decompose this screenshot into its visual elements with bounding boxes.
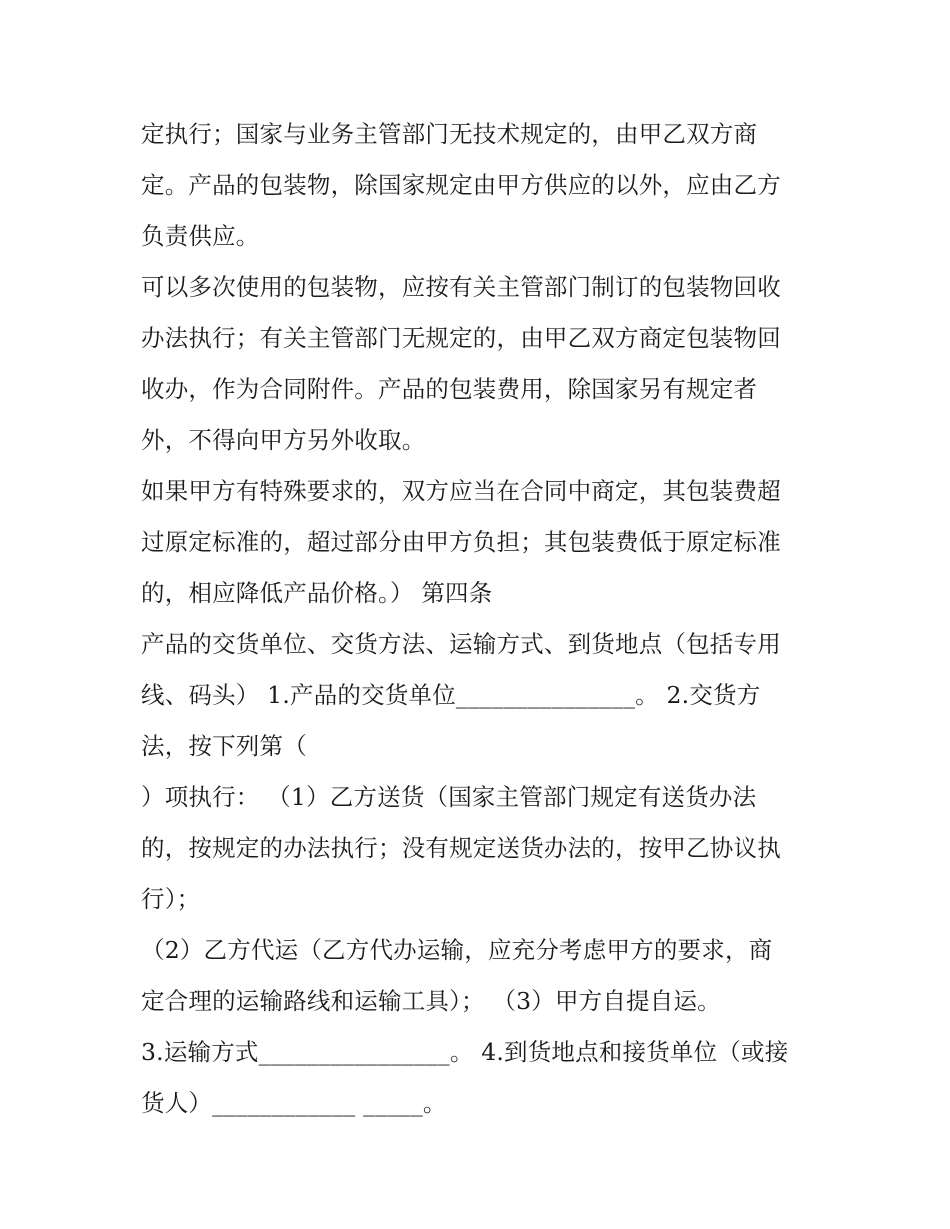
- text-line: 3.运输方式________________。 4.到货地点和接货单位（或接: [141, 1038, 789, 1066]
- text-line: 定执行；国家与业务主管部门无技术规定的，由甲乙双方商: [141, 120, 758, 148]
- text-line: 定合理的运输路线和运输工具）； （3）甲方自提自运。: [141, 987, 721, 1015]
- text-line: 可以多次使用的包装物，应按有关主管部门制订的包装物回收: [141, 273, 781, 301]
- text-line: 的，按规定的办法执行；没有规定送货办法的，按甲乙协议执: [141, 834, 781, 862]
- text-line: 定。产品的包装物，除国家规定由甲方供应的以外，应由乙方: [141, 171, 781, 199]
- text-line: （2）乙方代运（乙方代办运输，应充分考虑甲方的要求，商: [141, 936, 773, 964]
- text-line: 过原定标准的，超过部分由甲方负担；其包装费低于原定标准: [141, 528, 781, 556]
- text-line: 如果甲方有特殊要求的，双方应当在合同中商定，其包装费超: [141, 477, 781, 505]
- text-line: 货人）____________ _____。: [141, 1089, 447, 1117]
- text-line: 收办，作为合同附件。产品的包装费用，除国家另有规定者: [141, 375, 758, 403]
- text-line: 办法执行；有关主管部门无规定的，由甲乙双方商定包装物回: [141, 324, 781, 352]
- text-line: 负责供应。: [141, 222, 260, 250]
- text-line: ）项执行： （1）乙方送货（国家主管部门规定有送货办法: [141, 783, 757, 811]
- text-line: 法，按下列第（: [141, 732, 307, 760]
- document-body: [141, 109, 831, 1129]
- text-line: 外，不得向甲方另外收取。: [141, 426, 426, 454]
- text-line: 产品的交货单位、交货方法、运输方式、到货地点（包括专用: [141, 630, 781, 658]
- text-line: 的，相应降低产品价格。） 第四条: [141, 579, 493, 607]
- text-line: 线、码头） 1.产品的交货单位_______________。 2.交货方: [141, 681, 761, 709]
- text-line: 行）；: [141, 885, 201, 913]
